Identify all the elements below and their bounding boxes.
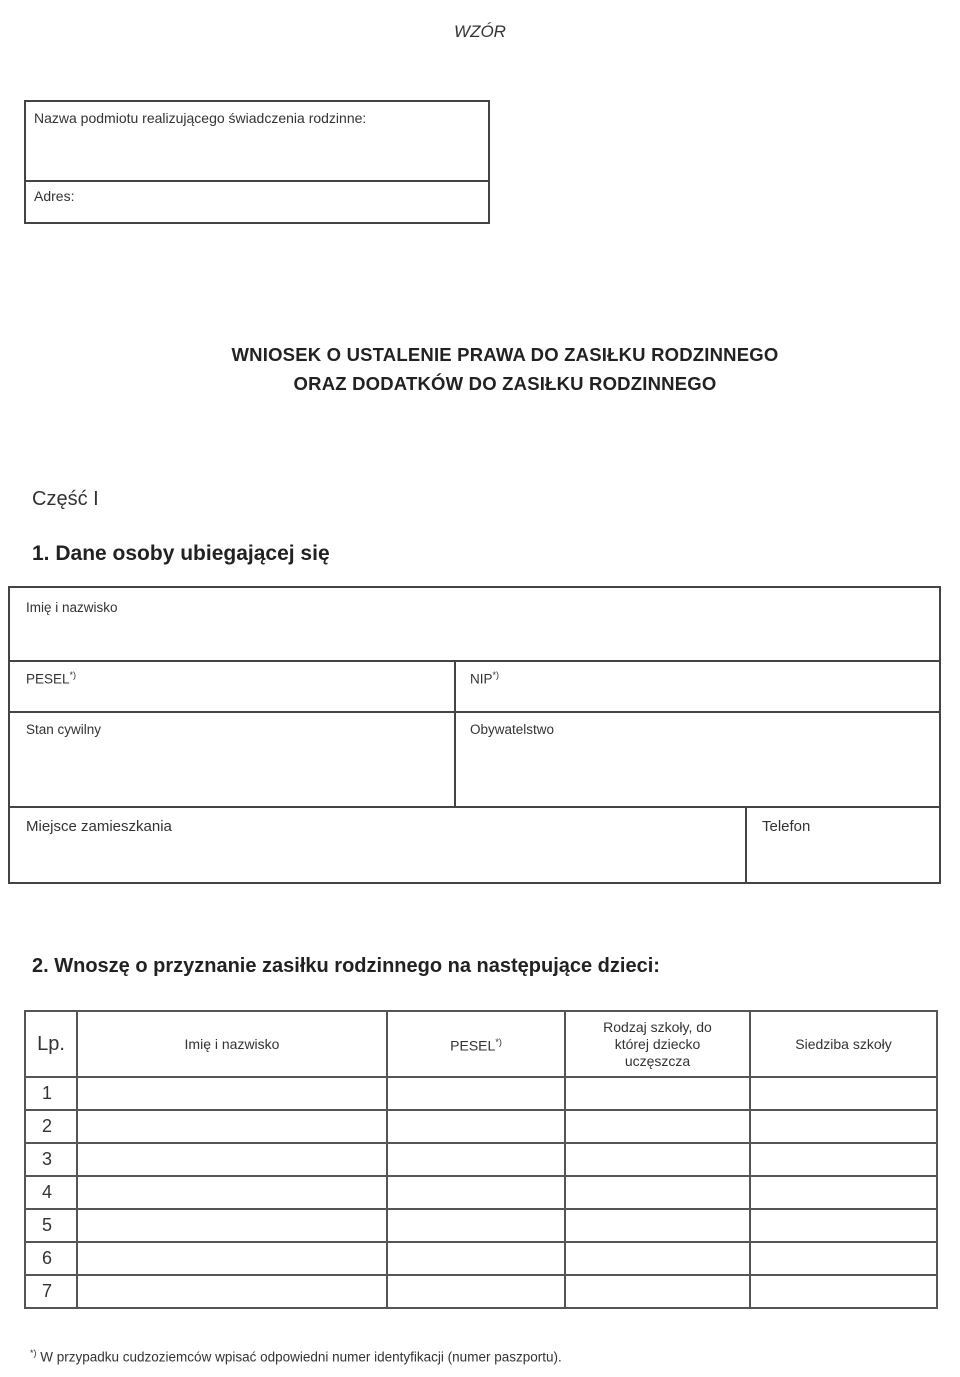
cell-pesel[interactable] [387,1242,565,1275]
cell-name[interactable] [77,1176,387,1209]
cell-name[interactable] [77,1110,387,1143]
applicant-data-form [8,586,941,884]
cell-school-type[interactable] [565,1077,750,1110]
table-row [25,1209,937,1242]
row-number: 5 [25,1209,77,1242]
cell-name[interactable] [77,1143,387,1176]
cell-school-type[interactable] [565,1242,750,1275]
cell-school-seat[interactable] [750,1275,937,1308]
watermark-label: WZÓR [454,22,506,41]
footnote [30,1348,562,1365]
field-residence[interactable] [26,818,172,835]
footnote-ref: *) [492,670,500,680]
form-title-line1: WNIOSEK O USTALENIE PRAWA DO ZASIŁKU RODZINNEGO [231,344,779,365]
col-header-lp: Lp. [25,1011,77,1077]
cell-school-seat[interactable] [750,1143,937,1176]
field-name[interactable] [26,600,118,615]
field-residence-label: Miejsce zamieszkania [26,818,172,835]
row-number: 4 [25,1176,77,1209]
field-marital-status[interactable] [26,722,101,737]
footnote-ref: *) [69,670,77,680]
field-nip-label: NIP [470,671,493,687]
cell-school-type[interactable] [565,1143,750,1176]
cell-name[interactable] [77,1242,387,1275]
cell-name[interactable] [77,1275,387,1308]
entity-divider [26,180,488,182]
row-divider [10,806,939,808]
field-pesel-label: PESEL [26,671,70,687]
table-header-row [25,1011,937,1077]
table-row [25,1275,937,1308]
row-divider [10,711,939,713]
col-header-school-type: Rodzaj szkoły, do której dziecko uczęszcza [565,1011,750,1077]
cell-school-seat[interactable] [750,1077,937,1110]
cell-pesel[interactable] [387,1110,565,1143]
field-name-label: Imię i nazwisko [26,600,118,615]
cell-school-seat[interactable] [750,1176,937,1209]
cell-school-type[interactable] [565,1275,750,1308]
field-marital-status-label: Stan cywilny [26,722,102,737]
cell-pesel[interactable] [387,1275,565,1308]
col-header-name: Imię i nazwisko [77,1011,387,1077]
cell-pesel[interactable] [387,1176,565,1209]
field-nip[interactable] [470,670,499,687]
cell-name[interactable] [77,1209,387,1242]
form-title-line2: ORAZ DODATKÓW DO ZASIŁKU RODZINNEGO [293,373,717,394]
children-table [24,1010,938,1309]
cell-school-seat[interactable] [750,1242,937,1275]
col-header-pesel [387,1011,565,1077]
cell-school-type[interactable] [565,1176,750,1209]
row-number: 2 [25,1110,77,1143]
field-pesel[interactable] [26,670,76,687]
row-number: 6 [25,1242,77,1275]
field-phone[interactable] [762,818,810,835]
table-row [25,1077,937,1110]
part-label: Część I [32,488,99,510]
cell-school-seat[interactable] [750,1110,937,1143]
field-phone-label: Telefon [762,818,811,835]
row-number: 1 [25,1077,77,1110]
field-citizenship[interactable] [470,722,554,737]
field-citizenship-label: Obywatelstwo [470,722,555,737]
entity-address-label: Adres: [34,188,75,204]
footnote-ref: *) [495,1036,502,1047]
footnote-text: W przypadku cudzoziemców wpisać odpowiedni numer identyfikacji (numer paszportu). [36,1349,562,1365]
entity-box [24,100,490,224]
row-divider [10,660,939,662]
table-row [25,1242,937,1275]
footnote-marker: *) [30,1348,37,1358]
table-row [25,1176,937,1209]
cell-name[interactable] [77,1077,387,1110]
cell-pesel[interactable] [387,1209,565,1242]
column-divider [454,660,456,808]
cell-pesel[interactable] [387,1143,565,1176]
row-number: 7 [25,1275,77,1308]
table-row [25,1110,937,1143]
cell-school-type[interactable] [565,1209,750,1242]
entity-name-label: Nazwa podmiotu realizującego świadczenia rodzinne: [34,110,367,126]
section1-heading: 1. Dane osoby ubiegającej się [32,542,330,565]
col-header-pesel-label: PESEL [450,1037,496,1054]
cell-pesel[interactable] [387,1077,565,1110]
table-row [25,1143,937,1176]
row-number: 3 [25,1143,77,1176]
section2-heading: 2. Wnoszę o przyznanie zasiłku rodzinnego na następujące dzieci: [32,955,660,977]
cell-school-type[interactable] [565,1110,750,1143]
column-divider [745,806,747,882]
col-header-school-seat: Siedziba szkoły [750,1011,937,1077]
cell-school-seat[interactable] [750,1209,937,1242]
